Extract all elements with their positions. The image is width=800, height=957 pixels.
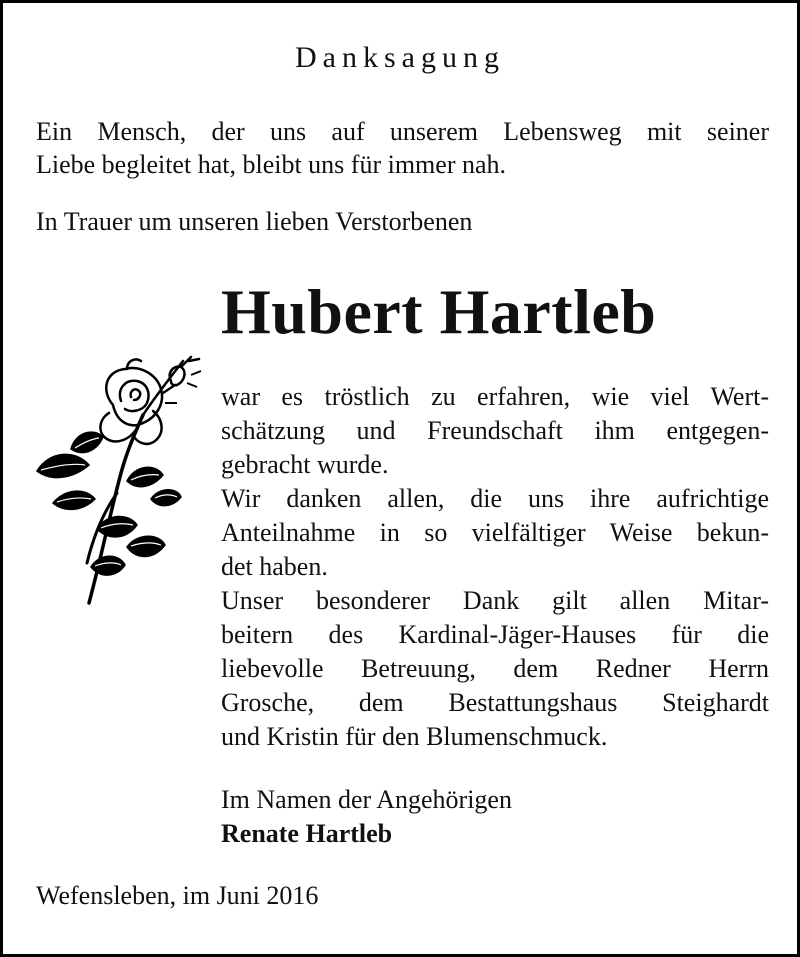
heading: Danksagung: [295, 41, 505, 74]
intro-line-1: Ein Mensch, der uns auf unserem Lebensweg mit seiner: [36, 117, 769, 146]
intro-line-2: Liebe begleitet hat, bleibt uns für immer nah.: [36, 150, 507, 179]
signer-name: Renate Hartleb: [221, 819, 393, 848]
thanks-line: schätzung und Freundschaft ihm entgegen-: [221, 416, 769, 445]
thanks-text: [221, 380, 769, 754]
place-date: Wefensleben, im Juni 2016: [36, 881, 319, 910]
thanks-line: gebracht wurde.: [221, 450, 389, 479]
on-behalf-line: Im Namen der Angehörigen: [221, 785, 512, 814]
thanks-line: und Kristin für den Blumenschmuck.: [221, 722, 608, 751]
thanks-line: Anteilnahme in so vielfältiger Weise bekun-: [221, 518, 769, 547]
deceased-name: Hubert Hartleb: [221, 276, 657, 347]
thanks-line: beitern des Kardinal-Jäger-Hauses für die: [221, 620, 769, 649]
thanks-line: det haben.: [221, 552, 328, 581]
signoff: [221, 783, 512, 851]
thanks-line: Wir danken allen, die uns ihre aufrichtige: [221, 484, 769, 513]
rose-icon: [31, 353, 206, 615]
thanks-line: Grosche, dem Bestattungshaus Steighardt: [221, 688, 769, 717]
thanks-line: war es tröstlich zu erfahren, wie viel Wert-: [221, 382, 769, 411]
intro-quote: [36, 115, 769, 181]
mourning-line: In Trauer um unseren lieben Verstorbenen: [36, 207, 473, 236]
thanks-line: liebevolle Betreuung, dem Redner Herrn: [221, 654, 769, 683]
thanks-line: Unser besonderer Dank gilt allen Mitar-: [221, 586, 769, 615]
